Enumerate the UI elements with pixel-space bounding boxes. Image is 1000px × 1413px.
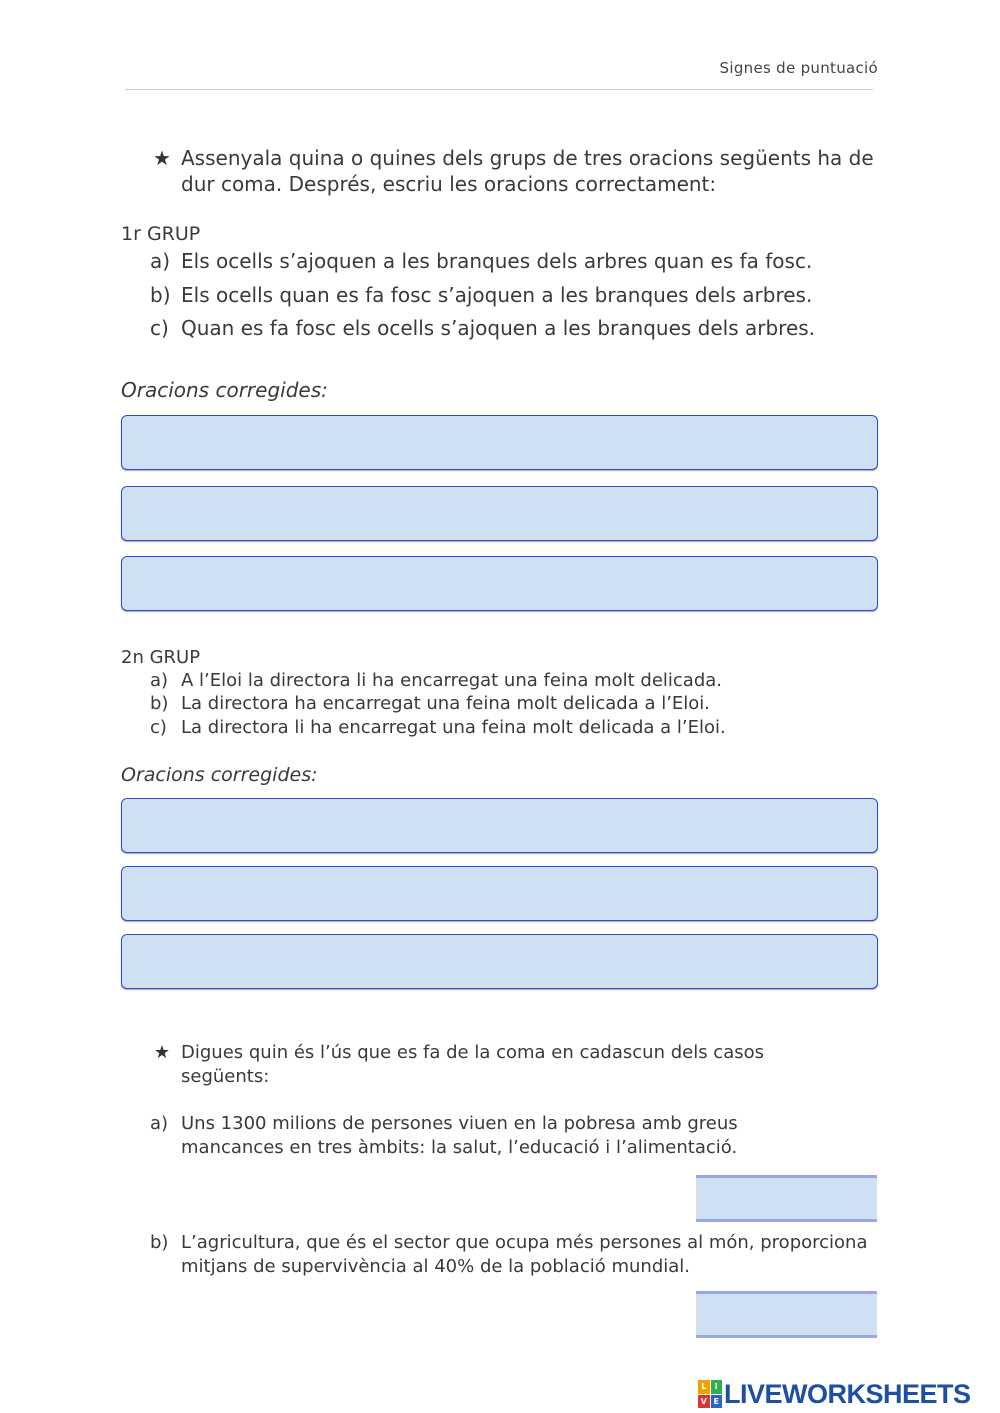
- item-label: b): [150, 1232, 169, 1253]
- group2-corrected-label: Oracions corregides:: [121, 764, 318, 786]
- group1-corrected-label: Oracions corregides:: [121, 378, 328, 402]
- exercise2-instruction: [150, 1041, 850, 1089]
- option-label: b): [150, 283, 171, 307]
- item-text: L’agricultura, que és el sector que ocupa més persones al món, proporciona mitjans de supervivència al 40% de la població mundial.: [181, 1232, 868, 1277]
- option-label: a): [150, 249, 171, 273]
- group2-answer-input-2[interactable]: [121, 866, 878, 921]
- group2-title: 2n GRUP: [121, 647, 201, 668]
- option-text: La directora li ha encarregat una feina molt delicada a l’Eloi.: [181, 717, 726, 738]
- group1-answer-input-3[interactable]: [121, 556, 878, 611]
- option-text: Els ocells quan es fa fosc s’ajoquen a les branques dels arbres.: [181, 283, 813, 307]
- group2-answer-input-1[interactable]: [121, 798, 878, 853]
- logo-icon-i: I: [711, 1380, 723, 1394]
- option-label: c): [150, 717, 167, 738]
- item-text: Uns 1300 milions de persones viuen en la pobresa amb greus mancances en tres àmbits: la salut, l’educació i l’alimentació.: [181, 1113, 738, 1158]
- group2-answer-input-3[interactable]: [121, 934, 878, 989]
- exercise2-item-b: [150, 1231, 870, 1279]
- exercise2-item-a: [150, 1112, 830, 1160]
- exercise1-instruction: [150, 145, 885, 197]
- logo-icon-e: E: [711, 1395, 723, 1409]
- header-title: Signes de puntuació: [719, 59, 878, 77]
- liveworksheets-logo: [698, 1378, 971, 1410]
- logo-icon-v: V: [698, 1395, 710, 1409]
- group1-option-a: [150, 248, 870, 274]
- group1-option-b: [150, 282, 870, 308]
- group1-option-c: [150, 315, 870, 341]
- group1-answer-input-1[interactable]: [121, 415, 878, 470]
- option-label: c): [150, 316, 169, 340]
- option-label: a): [150, 670, 169, 691]
- group2-option-a: [150, 669, 870, 693]
- header-divider: [125, 89, 873, 90]
- option-text: Quan es fa fosc els ocells s’ajoquen a les branques dels arbres.: [181, 316, 816, 340]
- logo-icon: [698, 1380, 722, 1408]
- item-label: a): [150, 1113, 169, 1134]
- exercise2-instruction-text: Digues quin és l’ús que es fa de la coma en cadascun dels casos següents:: [181, 1042, 764, 1087]
- group1-title: 1r GRUP: [121, 223, 201, 245]
- star-icon: ★: [153, 1042, 171, 1063]
- exercise2-answer-input-a[interactable]: [696, 1175, 877, 1222]
- logo-text: LIVEWORKSHEETS: [724, 1378, 971, 1409]
- logo-icon-l: L: [698, 1380, 710, 1394]
- group1-answer-input-2[interactable]: [121, 486, 878, 541]
- exercise1-instruction-text: Assenyala quina o quines dels grups de tres oracions següents ha de dur coma. Després, escriu les oracions correctament:: [181, 146, 874, 196]
- option-label: b): [150, 693, 169, 714]
- group2-option-b: [150, 692, 870, 716]
- exercise2-answer-input-b[interactable]: [696, 1291, 877, 1338]
- group2-option-c: [150, 716, 870, 740]
- option-text: La directora ha encarregat una feina molt delicada a l’Eloi.: [181, 693, 711, 714]
- star-icon: ★: [153, 146, 171, 170]
- option-text: Els ocells s’ajoquen a les branques dels arbres quan es fa fosc.: [181, 249, 813, 273]
- option-text: A l’Eloi la directora li ha encarregat una feina molt delicada.: [181, 670, 723, 691]
